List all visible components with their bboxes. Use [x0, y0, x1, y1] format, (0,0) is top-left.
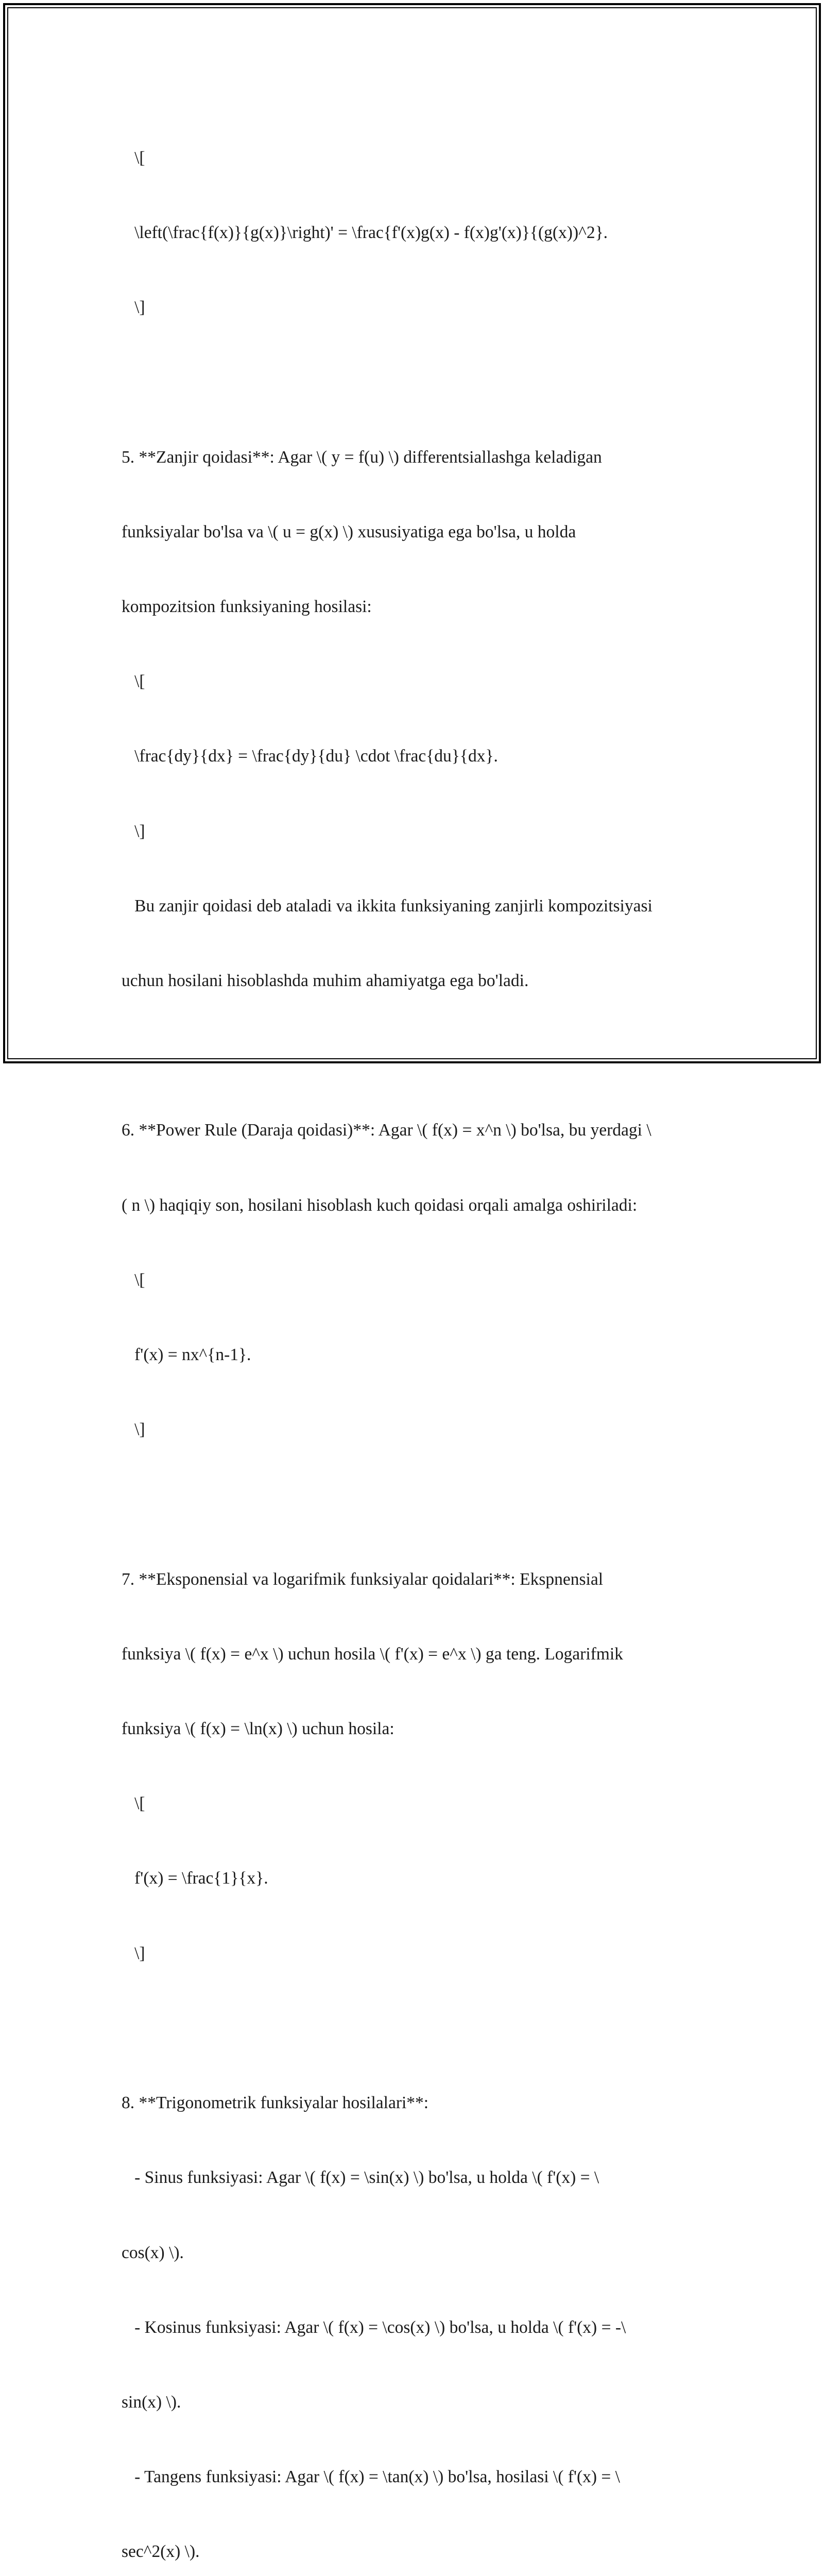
text-line: Bu zanjir qoidasi deb ataladi va ikkita funksiyaning zanjirli kompozitsiyasi: [122, 896, 653, 916]
blank-line: [122, 1043, 729, 1068]
text-line: funksiya \( f(x) = e^x \) uchun hosila \( f'(x) = e^x \) ga teng. Logarifmik: [122, 1644, 623, 1664]
text-line: \]: [122, 821, 145, 841]
blank-line: [122, 1492, 729, 1517]
text-line: \[: [122, 672, 145, 691]
text-line: \[: [122, 148, 145, 167]
text-line: uchun hosilani hisoblashda muhim ahamiyatga ega bo'ladi.: [122, 971, 529, 991]
text-line: - Tangens funksiyasi: Agar \( f(x) = \tan(x) \) bo'lsa, hosilasi \( f'(x) = \: [122, 2467, 620, 2487]
text-line: \]: [122, 1420, 145, 1439]
text-line: ( n \) haqiqiy son, hosilani hisoblash kuch qoidasi orqali amalga oshiriladi:: [122, 1195, 638, 1215]
document-body: [122, 96, 729, 2576]
text-line: f'(x) = nx^{n-1}.: [122, 1345, 251, 1365]
text-line: funksiyalar bo'lsa va \( u = g(x) \) xususiyatiga ega bo'lsa, u holda: [122, 522, 576, 541]
text-line: 6. **Power Rule (Daraja qoidasi)**: Agar \( f(x) = x^n \) bo'lsa, bu yerdagi \: [122, 1121, 651, 1140]
text-line: funksiya \( f(x) = \ln(x) \) uchun hosila:: [122, 1719, 394, 1739]
text-line: \[: [122, 1270, 145, 1290]
text-line: \frac{dy}{dx} = \frac{dy}{du} \cdot \frac{du}{dx}.: [122, 747, 498, 766]
text-line: sec^2(x) \).: [122, 2542, 200, 2562]
text-line: \]: [122, 1943, 145, 1963]
text-line: 5. **Zanjir qoidasi**: Agar \( y = f(u) \) differentsiallashga keladigan: [122, 447, 602, 467]
text-line: sin(x) \).: [122, 2392, 181, 2412]
text-line: f'(x) = \frac{1}{x}.: [122, 1869, 268, 1888]
text-line: \left(\frac{f(x)}{g(x)}\right)' = \frac{f'(x)g(x) - f(x)g'(x)}{(g(x))^2}.: [122, 223, 608, 243]
text-line: - Sinus funksiyasi: Agar \( f(x) = \sin(x) \) bo'lsa, u holda \( f'(x) = \: [122, 2168, 599, 2188]
text-line: 7. **Eksponensial va logarifmik funksiyalar qoidalari**: Ekspnensial: [122, 1569, 604, 1589]
text-line: kompozitsion funksiyaning hosilasi:: [122, 597, 372, 617]
text-line: - Kosinus funksiyasi: Agar \( f(x) = \cos(x) \) bo'lsa, u holda \( f'(x) = -\: [122, 2317, 626, 2337]
blank-line: [122, 2016, 729, 2041]
text-line: \]: [122, 298, 145, 317]
text-line: \[: [122, 1794, 145, 1814]
blank-line: [122, 370, 729, 395]
text-line: cos(x) \).: [122, 2243, 184, 2262]
text-line: 8. **Trigonometrik funksiyalar hosilalari**:: [122, 2093, 429, 2113]
